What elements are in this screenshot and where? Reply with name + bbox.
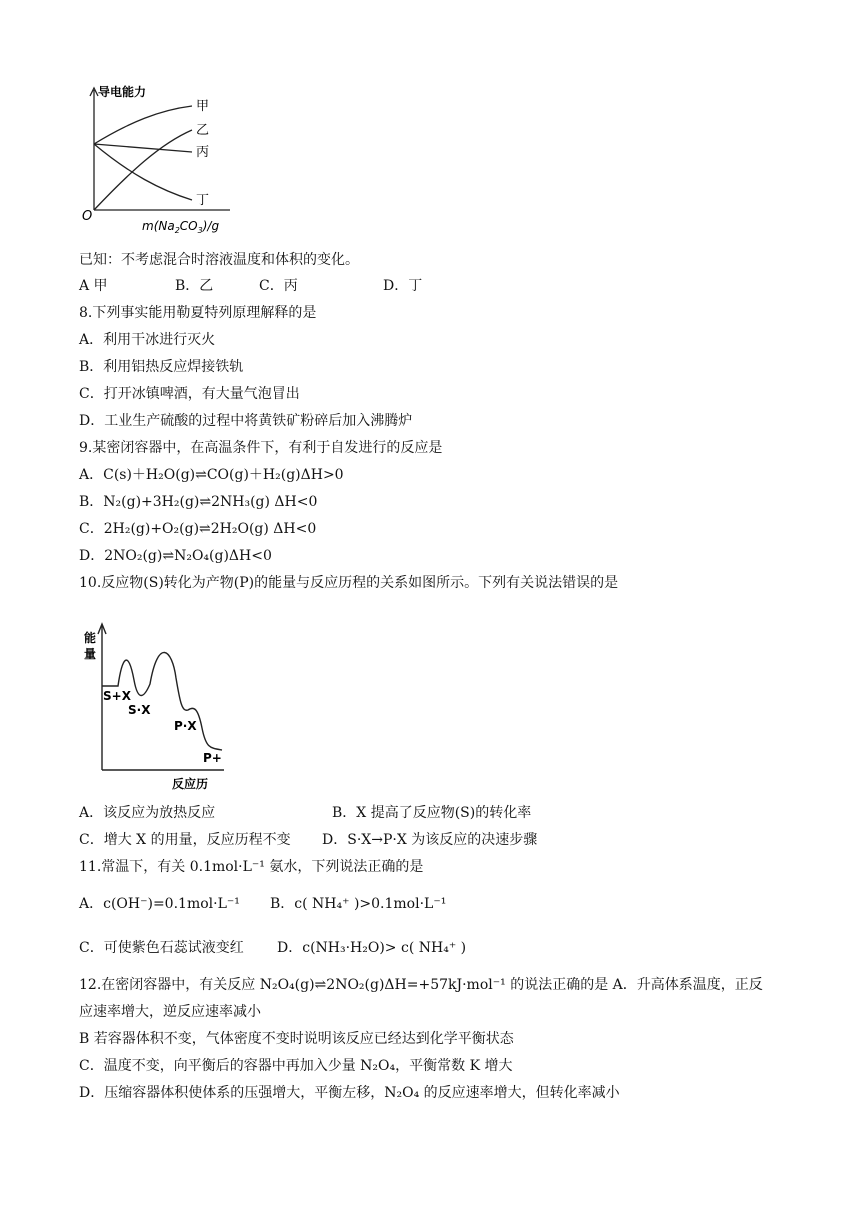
curve-label-jia: 甲: [196, 99, 210, 114]
q10-stem: 10.反应物(S)转化为产物(P)的能量与反应历程的关系如图所示。下列有关说法错误的是: [79, 575, 619, 591]
curve-label-bing: 丙: [196, 145, 210, 160]
fig1-xlabel: $m(Na_2CO_3)/g$: [142, 219, 220, 234]
energy-diagram: [82, 618, 232, 794]
q11-option-a: A．c(OH⁻)=0.1mol·L⁻¹: [79, 896, 240, 912]
q9-option-c: C．2H₂(g)+O₂(g)⇌2H₂O(g) ΔH<0: [79, 521, 317, 537]
q11-option-b: B．c( NH₄⁺ )>0.1mol·L⁻¹: [270, 896, 447, 912]
energy-ylabel-1: 能: [84, 631, 97, 645]
q10-option-d: D．S·X→P·X 为该反应的决速步骤: [322, 832, 538, 848]
q10-option-b: B．X 提高了反应物(S)的转化率: [332, 805, 532, 821]
curve-yi: [94, 130, 192, 210]
q9-stem: 9.某密闭容器中，在高温条件下，有利于自发进行的反应是: [79, 440, 443, 456]
q11-stem: 11.常温下，有关 0.1mol·L⁻¹ 氨水，下列说法正确的是: [79, 859, 424, 875]
q7-option-a: A 甲: [79, 278, 108, 294]
q7-option-b: B．乙: [175, 278, 214, 294]
q12-option-b: B 若容器体积不变，气体密度不变时说明该反应已经达到化学平衡状态: [79, 1031, 514, 1047]
q7-note: 已知：不考虑混合时溶液温度和体积的变化。: [79, 252, 359, 268]
curve-bing: [94, 144, 192, 152]
q12-stem-line2: 应速率增大，逆反应速率减小: [79, 1004, 261, 1020]
curve-ding: [94, 144, 192, 200]
fig1-origin: O: [82, 209, 93, 224]
q11-option-d: D．c(NH₃·H₂O)> c( NH₄⁺ ): [277, 940, 467, 956]
q8-option-d: D．工业生产硫酸的过程中将黄铁矿粉碎后加入沸腾炉: [79, 413, 413, 429]
label-s-plus-x: S+X: [103, 689, 131, 703]
q8-stem: 8.下列事实能用勒夏特列原理解释的是: [79, 305, 317, 321]
fig1-ylabel: 导电能力: [98, 85, 147, 99]
label-p-dot-x: P·X: [174, 719, 197, 733]
curve-label-yi: 乙: [196, 123, 210, 138]
q7-option-c: C．丙: [259, 278, 298, 294]
q8-option-a: A．利用干冰进行灭火: [79, 332, 216, 348]
q9-option-b: B．N₂(g)+3H₂(g)⇌2NH₃(g) ΔH<0: [79, 494, 318, 510]
q8-option-b: B．利用铝热反应焊接铁轨: [79, 359, 244, 375]
curve-jia: [94, 106, 192, 144]
q8-option-c: C．打开冰镇啤酒，有大量气泡冒出: [79, 386, 300, 402]
q10-option-c: C．增大 X 的用量，反应历程不变: [79, 832, 291, 848]
q11-option-c: C．可使紫色石蕊试液变红: [79, 940, 244, 956]
label-p-plus: P+: [203, 751, 222, 765]
q12-option-d: D．压缩容器体积使体系的压强增大，平衡左移，N₂O₄ 的反应速率增大，但转化率减小: [79, 1085, 620, 1101]
q7-options: [79, 276, 422, 296]
label-s-dot-x: S·X: [128, 703, 151, 717]
energy-xlabel: 反应历: [172, 777, 209, 791]
conductivity-figure: [80, 82, 250, 234]
q12-option-c: C．温度不变，向平衡后的容器中再加入少量 N₂O₄，平衡常数 K 增大: [79, 1058, 513, 1074]
q12-stem-line1: 12.在密闭容器中，有关反应 N₂O₄(g)⇌2NO₂(g)ΔH=+57kJ·mol⁻¹ 的说法正确的是 A．升高体系温度，正反: [79, 977, 763, 993]
q10-option-a: A．该反应为放热反应: [79, 805, 216, 821]
q7-option-d: D．丁: [383, 278, 423, 294]
q9-option-a: A．C(s)＋H₂O(g)⇌CO(g)＋H₂(g)ΔH>0: [79, 467, 344, 483]
curve-label-ding: 丁: [196, 193, 210, 208]
q9-option-d: D．2NO₂(g)⇌N₂O₄(g)ΔH<0: [79, 548, 272, 564]
energy-ylabel-2: 量: [84, 647, 97, 661]
